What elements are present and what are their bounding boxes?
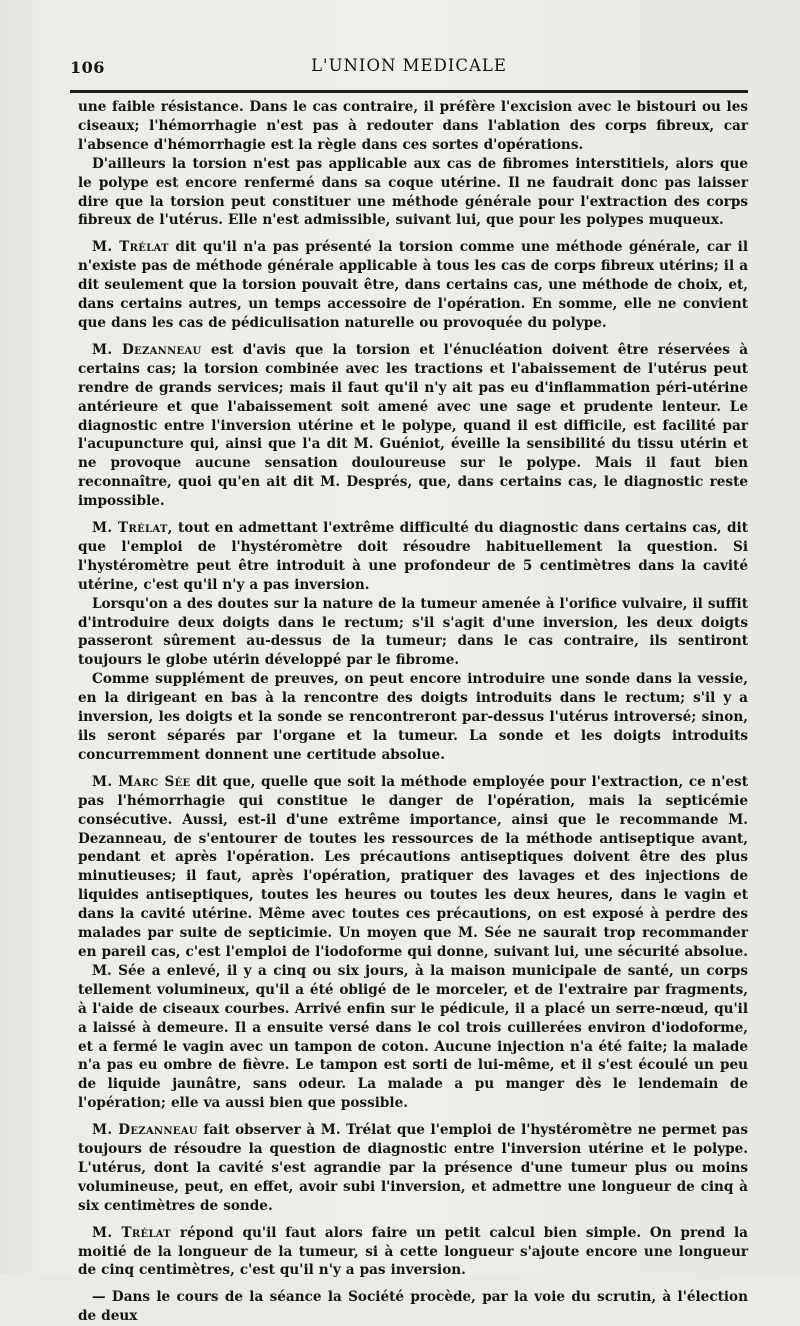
- paragraph-text: fait observer à M. Trélat que l'emploi de l'hystéromètre ne permet pas toujours de résoudre la question de diagnostic entre l'inversion utérine et le polype. L'utérus, dont la cavité s'est agrandie par la présence d'une tumeur plus ou moins volumineuse, peut, en effet, avoir subi l'inversion, et admettre une longueur de cinq à six centimètres de sonde.: [78, 1122, 749, 1214]
- paragraph-text: dit qu'il n'a pas présenté la torsion comme une méthode générale, car il n'existe pas de méthode générale applicable à tous les cas de corps fibreux utérins; il a dit seulement que la torsion pouvait être, dans certains cas, une méthode de choix, et, dans certains autres, un temps accessoire de l'opération. En somme, elle ne convient que dans les cas de pédiculisation naturelle ou provoquée du polype.: [78, 239, 748, 331]
- page-number: 106: [70, 58, 105, 77]
- paragraph-text: tout en admettant l'extrême difficulté du diagnostic dans certains cas, dit que l'emploi de l'hystéromètre doit résoudre habituellement la question. Si l'hystéromètre peut être introduit à une profondeur de 5 centimètres dans la cavité utérine, c'est qu'il n'y a pas inversion.: [78, 520, 748, 593]
- speaker-name: M. Marc Sée: [92, 773, 191, 790]
- speaker-name: M. Trélat: [92, 1224, 172, 1241]
- speaker-name: M. Trélat,: [92, 520, 173, 537]
- paragraph-3: [78, 238, 748, 333]
- paragraph-text: Comme supplément de preuves, on peut encore introduire une sonde dans la vessie, en la dirigeant en bas à la rencontre des doigts introduits dans le rectum; s'il y a inversion, les doigts et la sonde se rencontreront par-dessus l'utérus introversé; sinon, ils seront séparés par l'organe et la tumeur. La sonde et les doigts introduits concurremment donnent une certitude absolue.: [78, 671, 748, 763]
- page-header: [70, 54, 748, 78]
- paragraph-text: Lorsqu'on a des doutes sur la nature de la tumeur amenée à l'orifice vulvaire, il suffit d'introduire deux doigts dans le rectum; s'il s'agit d'une inversion, les deux doigts passeront sûrement au-dessus de la tumeur; dans le cas contraire, ils sentiront toujours le globe utérin développé par le fibrome.: [78, 595, 748, 669]
- paragraph-9: [78, 962, 748, 1113]
- paragraph-text: M. Sée a enlevé, il y a cinq ou six jours, à la maison municipale de santé, un corps tellement volumineux, qu'il a été obligé de le morceler, et de l'extraire par fragments, à l'aide de ciseaux courbes. Arrivé enfin sur le pédicule, il a placé un serre-nœud, qu'il a laissé à demeure. Il a ensuite versé dans le col trois cuillerées environ d'iodoforme, et a fermé le vagin avec un tampon de coton. Aucune injection n'a été faite; la malade n'a pas eu ombre de fièvre. Le tampon est sorti de lui-même, et il s'est écoulé un peu de liquide jaunâtre, sans odeur. La malade a pu manger dès le lendemain de l'opération; elle va aussi bien que possible.: [78, 962, 748, 1112]
- paragraph-10: [78, 1121, 748, 1216]
- paragraph-text: D'ailleurs la torsion n'est pas applicable aux cas de fibromes interstitiels, alors que le polype est encore renfermé dans sa coque utérine. Il ne faudrait donc pas laisser dire que la torsion peut constituer une méthode générale pour l'extraction des corps fibreux de l'utérus. Elle n'est admissible, suivant lui, que pour les polypes muqueux.: [78, 155, 748, 229]
- paragraph-text: est d'avis que la torsion et l'énucléation doivent être réservées à certains cas; la torsion combinée avec les tractions et l'abaissement de l'utérus peut rendre de grands services; mais il faut qu'il n'y ait pas eu d'inflammation péri-utérine antérieure et que l'abaissement soit amené avec une sage et prudente lenteur. Le diagnostic entre l'inversion utérine et le polype, quand il est difficile, est facilité par l'acupuncture qui, ainsi que l'a dit M. Guéniot, éveille la sensibilité du tissu utérin et ne provoque aucune sensation douloureuse sur le polype. Mais il faut bien reconnaître, quoi qu'en ait dit M. Després, que, dans certains cas, le diagnostic reste impossible.: [78, 341, 749, 510]
- paragraph-8: [78, 773, 748, 962]
- speaker-name: M. Trélat: [92, 239, 169, 256]
- paragraph-7: [78, 670, 748, 765]
- paragraph-text: — Dans le cours de la séance la Société procède, par la voie du scrutin, à l'élection de deux: [78, 1289, 748, 1325]
- header-rule: [70, 90, 748, 93]
- paragraph-2: [78, 155, 748, 231]
- body-text: [78, 98, 748, 1326]
- speaker-name: M. Dezanneau: [92, 1122, 198, 1139]
- paragraph-text: dit que, quelle que soit la méthode employée pour l'extraction, ce n'est pas l'hémorrhagie qui constitue le danger de l'opération, mais la septicémie consécutive. Aussi, est-il d'une extrême importance, ainsi que le recommande M. Dezanneau, de s'entourer de toutes les ressources de la méthode antiseptique avant, pendant et après l'opération. Les précautions antiseptiques doivent être des plus minutieuses; il faut, après l'opération, pratiquer des lavages et des injections de liquides antiseptiques, toutes les heures ou toutes les deux heures, dans le vagin et dans la cavité utérine. Même avec toutes ces précautions, on est exposé à perdre des malades par suite de septicimie. Un moyen que M. Sée ne saurait trop recommander en pareil cas, c'est l'emploi de l'iodoforme qui donne, suivant lui, une sécurité absolue.: [78, 773, 748, 960]
- paragraph-6: [78, 595, 748, 671]
- paragraph-5: [78, 519, 748, 595]
- paragraph-12: [78, 1288, 748, 1326]
- paragraph-1: [78, 98, 748, 155]
- running-title: L'UNION MEDICALE: [311, 56, 507, 75]
- paragraph-text: une faible résistance. Dans le cas contraire, il préfère l'excision avec le bistouri ou les ciseaux; l'hémorrhagie n'est pas à redouter dans l'ablation des corps fibreux, car l'absence d'hémorrhagie est la règle dans ces sortes d'opérations.: [78, 99, 748, 153]
- paragraph-11: [78, 1224, 748, 1281]
- paragraph-text: répond qu'il faut alors faire un petit calcul bien simple. On prend la moitié de la longueur de la tumeur, si à cette longueur s'ajoute encore une longueur de cinq centimètres, c'est qu'il n'y a pas inversion.: [78, 1224, 748, 1279]
- paragraph-4: [78, 341, 748, 511]
- speaker-name: M. Dezanneau: [92, 341, 202, 358]
